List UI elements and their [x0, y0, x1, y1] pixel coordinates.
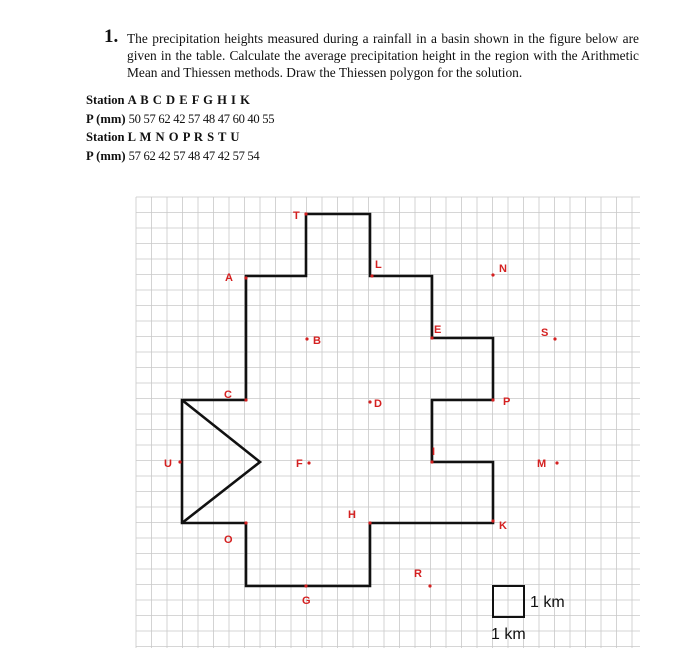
station-names: A B C D E F G H I K — [127, 93, 251, 107]
station-label-e: E — [434, 324, 442, 336]
station-label-k: K — [499, 520, 507, 532]
station-dot — [491, 398, 494, 401]
station-dot — [428, 584, 431, 587]
station-dot — [305, 337, 308, 340]
scale-label-vertical: 1 km — [491, 626, 526, 643]
station-dot — [304, 212, 307, 215]
station-label-n: N — [499, 263, 507, 275]
station-dot — [430, 336, 433, 339]
station-dot — [553, 337, 556, 340]
station-dot — [491, 519, 494, 522]
question-text: The precipitation heights measured during a rainfall in a basin shown in the figure below are given in the table. Calculate the average precipitation height in the region with the Arithmetic Mean and Thiessen methods. Draw the Thiessen polygon for the solution. — [127, 31, 639, 80]
station-dot — [555, 461, 558, 464]
station-dot — [244, 276, 247, 279]
precipitation-values: 57 62 42 57 48 47 42 57 54 — [128, 148, 260, 163]
station-label-h: H — [348, 509, 356, 521]
station-dot — [491, 273, 494, 276]
station-names: L M N O P R S T U — [127, 130, 240, 144]
station-label-g: G — [302, 595, 311, 607]
station-dot — [368, 400, 371, 403]
station-label-m: M — [537, 458, 547, 470]
station-labels — [164, 210, 548, 607]
station-label-c: C — [224, 389, 232, 401]
station-label-o: O — [224, 534, 233, 546]
station-dot — [370, 274, 373, 277]
station-label-f: F — [296, 458, 303, 470]
station-dot — [430, 460, 433, 463]
question-number: 1. — [104, 26, 119, 47]
precipitation-values: 50 57 62 42 57 48 47 60 40 55 — [128, 111, 275, 126]
table-row-label: Station — [86, 130, 125, 144]
station-label-p: P — [503, 396, 511, 408]
station-label-r: R — [414, 568, 422, 580]
station-label-t: T — [293, 210, 300, 222]
station-label-s: S — [541, 327, 549, 339]
station-label-a: A — [225, 272, 233, 284]
station-dot — [244, 521, 247, 524]
notch-boundary — [182, 400, 260, 523]
station-dot — [368, 521, 371, 524]
station-dot — [178, 460, 181, 463]
station-dot — [244, 398, 247, 401]
table-row-label: Station — [86, 93, 125, 107]
scale-label-horizontal: 1 km — [530, 594, 565, 611]
station-dot — [307, 461, 310, 464]
scale-square — [493, 586, 524, 617]
station-label-d: D — [374, 398, 382, 410]
table-row-label: P (mm) — [86, 111, 126, 126]
table-row-label: P (mm) — [86, 148, 126, 163]
station-label-b: B — [313, 335, 321, 347]
station-label-i: I — [432, 446, 436, 458]
station-dot — [304, 584, 307, 587]
station-label-l: L — [375, 259, 382, 271]
scale-indicator — [491, 586, 565, 643]
station-label-u: U — [164, 458, 172, 470]
